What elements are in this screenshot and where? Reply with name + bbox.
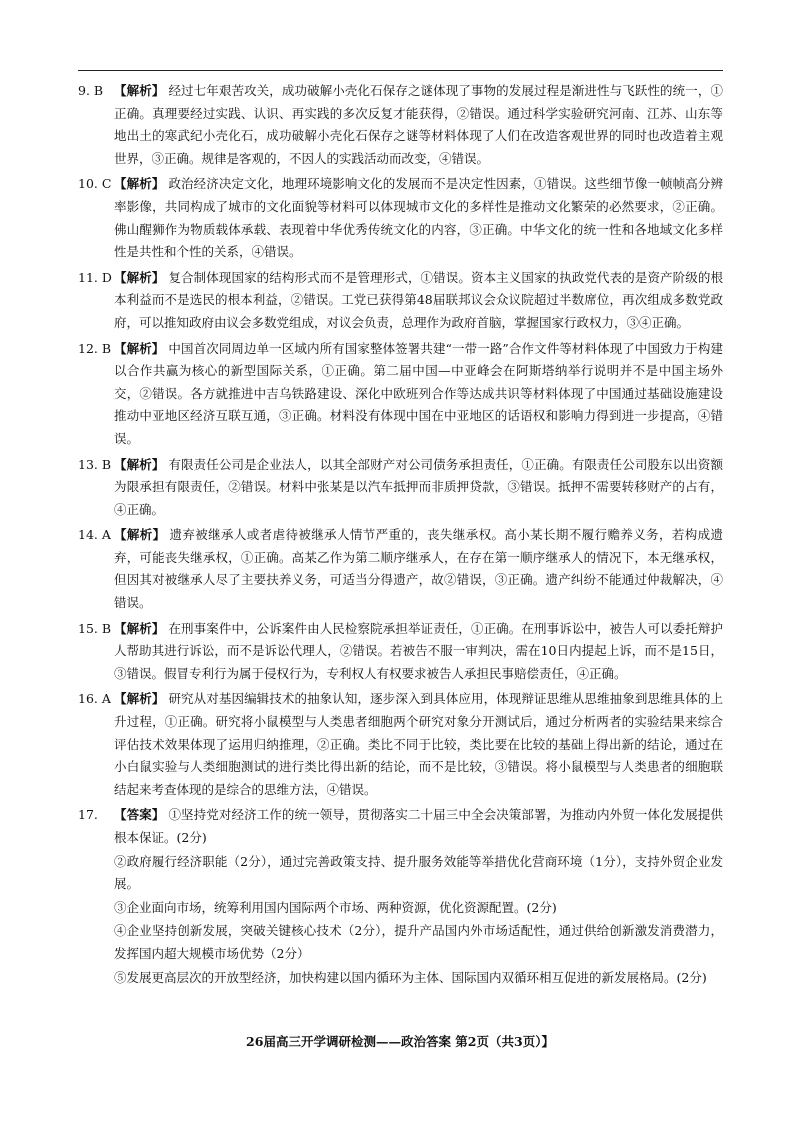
question-number: 14. A bbox=[78, 527, 111, 543]
question-number: 13. B bbox=[78, 456, 112, 472]
answer-item-17 bbox=[78, 804, 723, 849]
question-number: 17. bbox=[78, 807, 98, 823]
analysis-text: 【解析】 在刑事案件中，公诉案件由人民检察院承担举证责任，①正确。在刑事诉讼中，被告人可以委托辩护人帮助其进行诉讼，而不是诉讼代理人，②错误。若被告不服一审判决，需在10日内提起上诉，而不是15日，③错误。假冒专利行为属于侵权行为，专利权人有权要求被告人承担民事赔偿责任，④正确。 bbox=[114, 620, 723, 681]
analysis-text: 【解析】 有限责任公司是企业法人，以其全部财产对公司债务承担责任，①正确。有限责任公司股东以出资额为限承担有限责任，②错误。材料中张某是以汽车抵押而非质押贷款，③错误。抵押不需要转移财产的占有，④正确。 bbox=[114, 456, 723, 517]
answer-item-15 bbox=[78, 618, 723, 686]
question-number: 11. D bbox=[78, 269, 112, 285]
answer-item-9 bbox=[78, 80, 723, 170]
answer-point: ⑤发展更高层次的开放型经济，加快构建以国内循环为主体、国际国内双循环相互促进的新发展格局。(2分) bbox=[114, 969, 707, 985]
top-rule bbox=[78, 70, 723, 71]
answer-point: ④企业坚持创新发展，突破关键核心技术（2分），提升产品国内外市场适配性，通过供给创新激发消费潜力，发挥国内超大规模市场优势（2分） bbox=[114, 923, 723, 961]
analysis-text: 【解析】 复合制体现国家的结构形式而不是管理形式，①错误。资本主义国家的执政党代表的是资产阶级的根本利益而不是选民的根本利益，②错误。工党已获得第48届联邦议会众议院超过半数席位，再次组成多数党政府，可以推知政府由议会多数党组成，对议会负责，总理作为政府首脑，掌握国家行政权力，③④正确。 bbox=[114, 269, 723, 330]
analysis-text: 【解析】 遗弃被继承人或者虐待被继承人情节严重的，丧失继承权。高小某长期不履行赡养义务，若构成遗弃，可能丧失继承权，①正确。高某乙作为第二顺序继承人，在存在第一顺序继承人的情况下，本无继承权，但因其对被继承人尽了主要扶养义务，可适当分得遗产，故②错误，③正确。遗产纠纷不能通过仲裁解决，④错误。 bbox=[114, 527, 723, 611]
answer-item-16 bbox=[78, 688, 723, 801]
question-number: 10. C bbox=[78, 176, 112, 192]
question-number: 15. B bbox=[78, 620, 112, 636]
answer-item-14 bbox=[78, 524, 723, 614]
analysis-text: 【解析】 政治经济决定文化，地理环境影响文化的发展而不是决定性因素，①错误。这些细节像一帧帧高分辨率影像，共同构成了城市的文化面貌等材料可以体现城市文化的多样性是推动文化繁荣的必然要求，②正确。佛山醒狮作为物质载体承载、表现着中华优秀传统文化的内容，③正确。中华文化的统一性和各地域文化多样性是共性和个性的关系，④错误。 bbox=[114, 176, 723, 260]
analysis-text: 【解析】 中国首次同周边单一区域内所有国家整体签署共建“一带一路”合作文件等材料体现了中国致力于构建以合作共赢为核心的新型国际关系，①正确。第二届中国—中亚峰会在阿斯塔纳举行说明并不是中国主场外交，②错误。各方就推进中吉乌铁路建设、深化中欧班列合作等达成共识等材料体现了中国通过基础设施建设推动中亚地区经济互联互通，③正确。材料没有体现中国在中亚地区的话语权和影响力得到进一步提高，④错误。 bbox=[114, 340, 723, 446]
question-number: 12. B bbox=[78, 340, 112, 356]
analysis-text: 【解析】 研究从对基因编辑技术的抽象认知，逐步深入到具体应用，体现辩证思维从思维抽象到思维具体的上升过程，①正确。研究将小鼠模型与人类患者细胞两个研究对象分开测试后，通过分析两者的实验结果来综合评估技术效果体现了运用归纳推理，②正确。类比不同于比较，类比要在比较的基础上得出新的结论，通过在小白鼠实验与人类细胞测试的进行类比得出新的结论，而不是比较，③错误。将小鼠模型与人类患者的细胞联结起来考查体现的是综合的思维方法，④错误。 bbox=[114, 691, 723, 797]
answer-item-12 bbox=[78, 338, 723, 451]
answer-item-13 bbox=[78, 454, 723, 522]
answer-point: ③企业面向市场，统筹利用国内国际两个市场、两种资源，优化资源配置。(2分) bbox=[114, 899, 557, 915]
answer-text: 【答案】 ①坚持党对经济工作的统一领导，贯彻落实二十届三中全会决策部署，为推动内外贸一体化发展提供根本保证。(2分) bbox=[114, 807, 723, 845]
answer-point: ②政府履行经济职能（2分），通过完善政策支持、提升服务效能等举措优化营商环境（1分），支持外贸企业发展。 bbox=[114, 853, 723, 892]
question-number: 16. A bbox=[78, 691, 111, 707]
answer-item-10 bbox=[78, 173, 723, 263]
analysis-text: 【解析】 经过七年艰苦攻关，成功破解小壳化石保存之谜体现了事物的发展过程是渐进性与飞跃性的统一，①正确。真理要经过实践、认识、再实践的多次反复才能获得，②错误。通过科学实验研究河南、江苏、山东等地出土的寒武纪小壳化石，成功破解小壳化石保存之谜等材料体现了人们在改造客观世界的同时也改造着主观世界，③正确。规律是客观的，不因人的实践活动而改变，④错误。 bbox=[114, 83, 723, 166]
answer-content bbox=[78, 80, 723, 990]
page-footer: 26届高三开学调研检测——政治答案 第2页（共3页）】 bbox=[246, 1034, 554, 1049]
answer-item-11 bbox=[78, 267, 723, 335]
question-number: 9. B bbox=[78, 83, 104, 98]
